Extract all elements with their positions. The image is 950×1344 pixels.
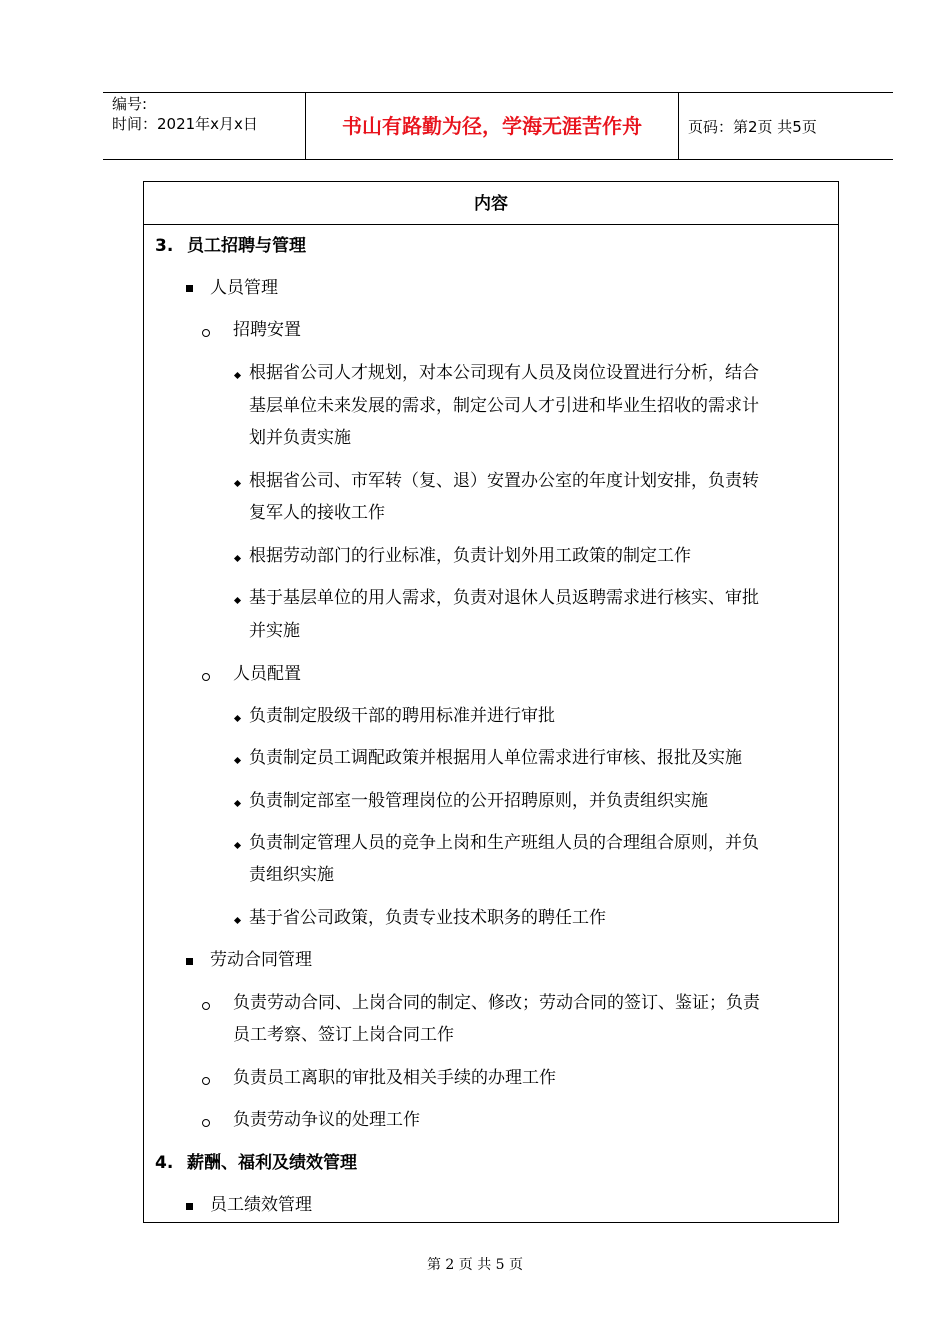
list-item-line: 负责制定部室一般管理岗位的公开招聘原则，并负责组织实施 bbox=[249, 791, 708, 811]
circle-bullet-icon bbox=[202, 1077, 210, 1085]
header-motto: 书山有路勤为径，学海无涯苦作舟 bbox=[342, 114, 642, 138]
list-item-line: 复军人的接收工作 bbox=[249, 503, 385, 523]
list-item-line: 负责员工离职的审批及相关手续的办理工作 bbox=[233, 1068, 556, 1088]
list-item-line: 负责劳动争议的处理工作 bbox=[233, 1110, 420, 1130]
time-label: 时间：2021年x月x日 bbox=[112, 115, 258, 133]
square-bullet-icon bbox=[186, 958, 193, 965]
list-item-line: 负责制定管理人员的竞争上岗和生产班组人员的合理组合原则，并负 bbox=[249, 833, 759, 853]
header-bottom-rule bbox=[103, 159, 893, 160]
list-item-line: 划并负责实施 bbox=[249, 428, 351, 448]
section-number: 4. bbox=[155, 1153, 174, 1173]
list-item-line: 员工考察、签订上岗合同工作 bbox=[233, 1025, 454, 1045]
list-item: 劳动合同管理 bbox=[210, 950, 312, 970]
list-item-line: 责组织实施 bbox=[249, 865, 334, 885]
section-title: 薪酬、福利及绩效管理 bbox=[187, 1153, 357, 1173]
number-label: 编号: bbox=[112, 95, 148, 113]
circle-bullet-icon bbox=[202, 329, 210, 337]
table-heading: 内容 bbox=[144, 182, 838, 225]
page-footer: 第 2 页 共 5 页 bbox=[426, 1257, 524, 1273]
square-bullet-icon bbox=[186, 285, 193, 292]
header-meta bbox=[112, 94, 258, 134]
list-item: 人员管理 bbox=[210, 278, 278, 298]
header-top-rule bbox=[103, 92, 893, 93]
list-item-line: 基于基层单位的用人需求，负责对退休人员返聘需求进行核实、审批 bbox=[249, 588, 759, 608]
list-item-line: 负责制定股级干部的聘用标准并进行审批 bbox=[249, 706, 555, 726]
list-item-line: 并实施 bbox=[249, 621, 300, 641]
section-number: 3. bbox=[155, 236, 174, 256]
list-item-line: 基层单位未来发展的需求，制定公司人才引进和毕业生招收的需求计 bbox=[249, 396, 759, 416]
circle-bullet-icon bbox=[202, 673, 210, 681]
list-item-line: 根据劳动部门的行业标准，负责计划外用工政策的制定工作 bbox=[249, 546, 691, 566]
list-item-line: 负责劳动合同、上岗合同的制定、修改；劳动合同的签订、鉴证；负责 bbox=[233, 993, 760, 1013]
circle-bullet-icon bbox=[202, 1119, 210, 1127]
list-item: 人员配置 bbox=[233, 664, 301, 684]
header-divider bbox=[678, 92, 679, 160]
list-item-line: 根据省公司人才规划，对本公司现有人员及岗位设置进行分析，结合 bbox=[249, 363, 759, 383]
section-title: 员工招聘与管理 bbox=[187, 236, 306, 256]
circle-bullet-icon bbox=[202, 1002, 210, 1010]
page-info: 页码：第2页 共5页 bbox=[688, 118, 817, 136]
square-bullet-icon bbox=[186, 1203, 193, 1210]
list-item: 招聘安置 bbox=[233, 320, 301, 340]
list-item-line: 基于省公司政策，负责专业技术职务的聘任工作 bbox=[249, 908, 606, 928]
list-item-line: 负责制定员工调配政策并根据用人单位需求进行审核、报批及实施 bbox=[249, 748, 742, 768]
list-item-line: 根据省公司、市军转（复、退）安置办公室的年度计划安排，负责转 bbox=[249, 471, 759, 491]
list-item: 员工绩效管理 bbox=[210, 1195, 312, 1215]
